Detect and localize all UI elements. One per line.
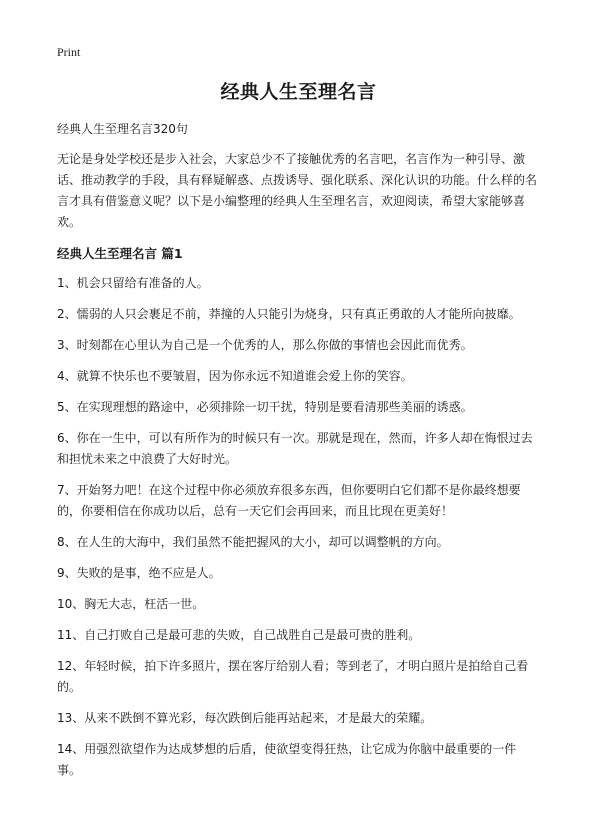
section-heading: 经典人生至理名言 篇1 <box>57 246 183 261</box>
page-title: 经典人生至理名言 <box>220 81 377 103</box>
quote-item: 14、用强烈欲望作为达成梦想的后盾，使欲望变得狂热，让它成为你脑中最重要的一件事。 <box>57 742 517 777</box>
quote-item: 1、机会只留给有准备的人。 <box>57 276 209 290</box>
article-subtitle: 经典人生至理名言320句 <box>57 122 188 136</box>
print-link[interactable]: Print <box>57 45 81 59</box>
quote-item: 2、懦弱的人只会裹足不前，莽撞的人只能引为烧身，只有真正勇敢的人才能所向披靡。 <box>57 307 521 321</box>
quote-item: 12、年轻时候，拍下许多照片，摆在客厅给别人看；等到老了，才明白照片是拍给自己看的。 <box>57 659 529 694</box>
quote-item: 8、在人生的大海中，我们虽然不能把握风的大小，却可以调整帆的方向。 <box>57 535 449 549</box>
quote-item: 9、失败的是事，绝不应是人。 <box>57 566 221 580</box>
quote-item: 7、开始努力吧！在这个过程中你必须放弃很多东西，但你要明白它们都不是你最终想要的，你要相信在你成功以后，总有一天它们会再回来，而且比现在更美好！ <box>57 483 521 518</box>
quote-item: 10、胸无大志，枉活一世。 <box>57 597 205 611</box>
quote-item: 13、从来不跌倒不算光彩，每次跌倒后能再站起来，才是最大的荣耀。 <box>57 711 433 725</box>
quote-item: 3、时刻都在心里认为自己是一个优秀的人，那么你做的事情也会因此而优秀。 <box>57 338 473 352</box>
intro-paragraph: 无论是身处学校还是步入社会，大家总少不了接触优秀的名言吧，名言作为一种引导、激话、推动教学的手段，具有释疑解惑、点拨诱导、强化联系、深化认识的功能。什么样的名言才具有借鉴意义呢？以下是小编整理的经典人生至理名言，欢迎阅读，希望大家能够喜欢。 <box>57 152 538 229</box>
quote-item: 4、就算不快乐也不要皱眉，因为你永远不知道谁会爱上你的笑容。 <box>57 369 413 383</box>
quote-item: 6、你在一生中，可以有所作为的时候只有一次。那就是现在，然而，许多人却在悔恨过去和担忧未来之中浪费了大好时光。 <box>57 431 533 466</box>
quote-item: 5、在实现理想的路途中，必须排除一切干扰，特别是要看清那些美丽的诱惑。 <box>57 400 473 414</box>
quote-list <box>57 273 540 781</box>
quote-item: 11、自己打败自己是最可悲的失败，自己战胜自己是最可贵的胜利。 <box>57 628 421 642</box>
